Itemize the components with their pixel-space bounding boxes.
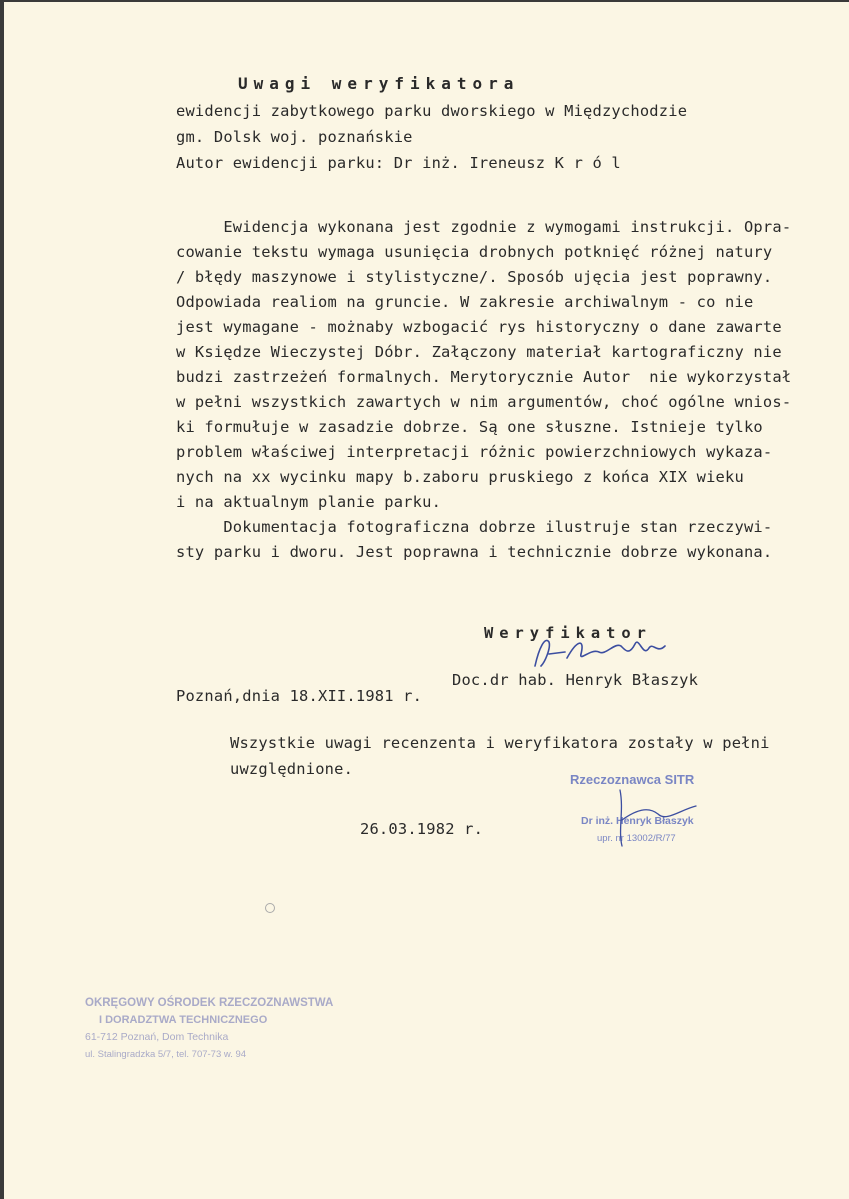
- body-line: / błędy maszynowe i stylistyczne/. Sposób ujęcia jest poprawny.: [176, 268, 773, 286]
- location-line: gm. Dolsk woj. poznańskie: [176, 128, 413, 146]
- document-title: Uwagi weryfikatora: [238, 74, 520, 93]
- org-stamp-line: 61-712 Poznań, Dom Technika: [85, 1031, 229, 1043]
- note-line: uwzględnione.: [230, 760, 354, 778]
- body-line: Dokumentacja fotograficzna dobrze ilustruje stan rzeczywi-: [176, 518, 773, 536]
- date-poznan: Poznań,dnia 18.XII.1981 r.: [176, 687, 423, 705]
- verifier-signature: [525, 628, 685, 674]
- verifier-name: Doc.dr hab. Henryk Błaszyk: [452, 671, 699, 689]
- organization-stamp: [85, 995, 334, 1063]
- body-line: ki formułuje w zasadzie dobrze. Są one słuszne. Istnieje tylko: [176, 418, 763, 436]
- body-line: i na aktualnym planie parku.: [176, 493, 442, 511]
- sitr-stamp-name: Dr inż. Henryk Błaszyk: [581, 815, 694, 827]
- body-line: Odpowiada realiom na gruncie. W zakresie archiwalnym - co nie: [176, 293, 754, 311]
- body-line: nych na xx wycinku mapy b.zaboru pruskiego z końca XIX wieku: [176, 468, 744, 486]
- body-line: cowanie tekstu wymaga usunięcia drobnych potknięć różnej natury: [176, 243, 773, 261]
- date-completion: 26.03.1982 r.: [360, 820, 484, 838]
- body-line: Ewidencja wykonana jest zgodnie z wymogami instrukcji. Opra-: [176, 218, 792, 236]
- body-line: problem właściwej interpretacji różnic powierzchniowych wykaza-: [176, 443, 773, 461]
- scan-edge-top: [0, 0, 849, 2]
- sitr-stamp-title: Rzeczoznawca SITR: [570, 772, 695, 787]
- sitr-signature: [600, 780, 710, 850]
- org-stamp-line: I DORADZTWA TECHNICZNEGO: [99, 1014, 268, 1026]
- org-stamp-line: OKRĘGOWY OŚRODEK RZECZOZNAWSTWA: [85, 997, 334, 1009]
- body-line: w pełni wszystkich zawartych w nim argumentów, choć ogólne wnios-: [176, 393, 792, 411]
- note-line: Wszystkie uwagi recenzenta i weryfikatora zostały w pełni: [230, 734, 770, 752]
- scan-edge-left: [0, 0, 4, 1199]
- body-line: w Księdze Wieczystej Dóbr. Załączony materiał kartograficzny nie: [176, 343, 782, 361]
- subject-line: ewidencji zabytkowego parku dworskiego w Międzychodzie: [176, 102, 688, 120]
- author-line: Autor ewidencji parku: Dr inż. Ireneusz K r ó l: [176, 154, 621, 172]
- punch-hole: [265, 903, 275, 913]
- body-line: budzi zastrzeżeń formalnych. Merytorycznie Autor nie wykorzystał: [176, 368, 792, 386]
- verifier-label: Weryfikator: [484, 624, 652, 642]
- sitr-stamp-reg: upr. nr 13002/R/77: [597, 833, 676, 844]
- body-line: jest wymagane - możnaby wzbogacić rys historyczny o dane zawarte: [176, 318, 782, 336]
- org-stamp-line: ul. Stalingradzka 5/7, tel. 707-73 w. 94: [85, 1049, 247, 1060]
- body-line: sty parku i dworu. Jest poprawna i technicznie dobrze wykonana.: [176, 543, 773, 561]
